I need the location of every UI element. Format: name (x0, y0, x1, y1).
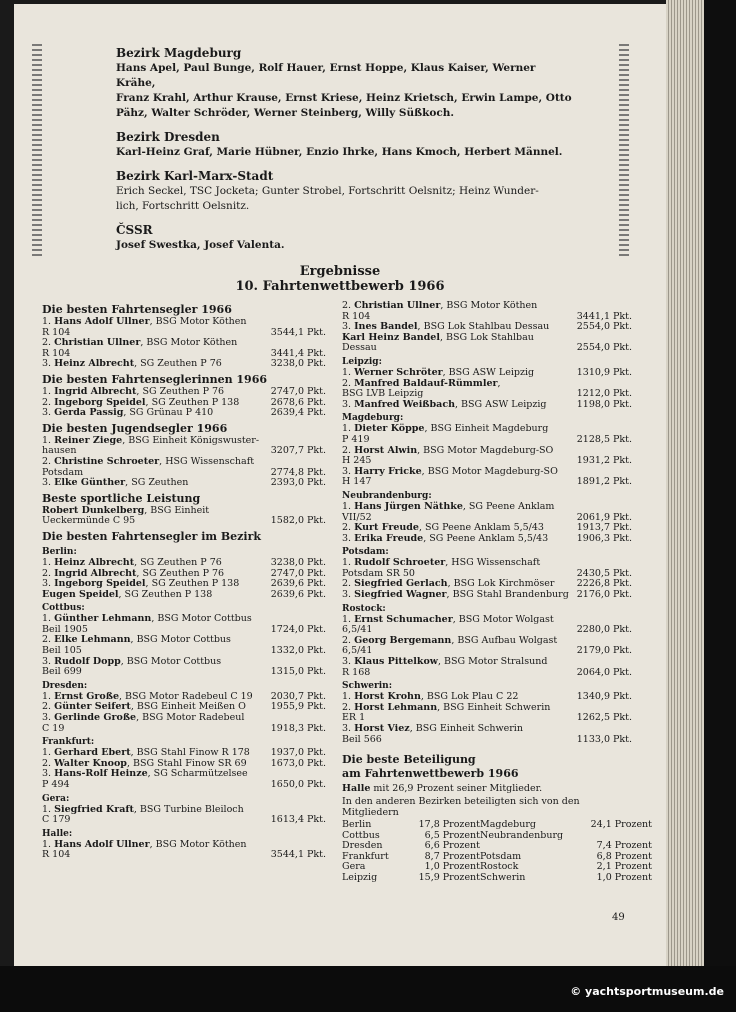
section-heading: Beste sportliche Leistung (42, 491, 201, 505)
result-entry: 1. Dieter Köppe, BSG Einheit Magdeburg P 419 (342, 423, 549, 445)
result-row (342, 636, 632, 657)
district-names (116, 145, 576, 160)
result-row (42, 635, 326, 656)
result-score: 2774,8 Pkt. (270, 466, 326, 478)
result-score: 2678,6 Pkt. (270, 396, 326, 408)
result-score: 2061,9 Pkt. (576, 511, 632, 523)
lead-district: Halle (342, 783, 371, 795)
result-row (342, 400, 632, 411)
result-row (42, 713, 326, 734)
result-entry: 2. Horst Alwin, BSG Motor Magdeburg-SO H 245 (342, 444, 554, 467)
result-entry: 3. Ingeborg Speidel, SG Zeuthen P 138 (42, 578, 240, 590)
result-entry: 3. Ines Bandel, BSG Lok Stahlbau Dessau (342, 321, 550, 333)
result-row (342, 703, 632, 724)
participation-cell: 6,6 Prozent (424, 840, 480, 852)
district-subheading: Gera: (42, 793, 70, 804)
district-names (116, 61, 576, 121)
result-row (42, 478, 326, 489)
participation-cell: Schwerin (480, 871, 526, 883)
district-subheading: Neubrandenburg: (342, 490, 432, 501)
result-score: 2280,0 Pkt. (576, 624, 632, 636)
participation-cell: 24,1 Prozent (590, 819, 652, 831)
result-entry: 2. Christian Ullner, BSG Motor Köthen R 104 (342, 300, 538, 322)
participation-cell: Magdeburg (480, 819, 536, 831)
scan-border-right (704, 0, 736, 1012)
result-entry: 3. Gerda Passig, SG Grünau P 410 (42, 407, 214, 419)
result-score: 3238,0 Pkt. (270, 358, 326, 370)
result-score: 1315,0 Pkt. (270, 666, 326, 678)
left-results-column (42, 300, 326, 861)
district-subheading: Rostock: (342, 603, 386, 614)
section-heading: Die besten Fahrtensegler im Bezirk (42, 529, 262, 543)
participation-cell: 1,0 Prozent (596, 871, 652, 883)
result-entry: 3. Rudolf Dopp, BSG Motor Cottbus Beil 699 (42, 655, 222, 678)
result-entry: 2. Kurt Freude, SG Peene Anklam 5,5/43 (342, 522, 544, 534)
result-score: 2128,5 Pkt. (576, 433, 632, 445)
participation-cell: 2,1 Prozent (596, 861, 652, 873)
result-entry: 1. Siegfried Kraft, BSG Turbine Bleiloch C 179 (42, 803, 244, 826)
result-score: 1212,0 Pkt. (576, 388, 632, 400)
result-entry: 3. Klaus Pittelkow, BSG Motor Stralsund R 168 (342, 656, 548, 678)
result-row (342, 534, 632, 545)
result-entry: 2. Ingeborg Speidel, SG Zeuthen P 138 (42, 396, 240, 408)
result-entry: Eugen Speidel, SG Zeuthen P 138 (42, 588, 213, 600)
section-heading: Die besten Fahrtenseglerinnen 1966 (42, 372, 268, 386)
result-score: 1613,4 Pkt. (270, 814, 326, 826)
result-score: 1673,0 Pkt. (270, 757, 326, 769)
result-entry: 1. Reiner Ziege, BSG Einheit Königswuster- hausen (42, 434, 260, 457)
result-entry: 1. Ernst Schumacher, BSG Motor Wolgast 6,5/41 (342, 613, 554, 636)
result-entry: 3. Hans-Rolf Heinze, SG Scharmützelsee P 494 (42, 768, 248, 790)
names-line: Franz Krahl, Arthur Krause, Ernst Kriese, Heinz Krietsch, Erwin Lampe, Otto (116, 92, 572, 104)
district-heading: Bezirk Karl-Marx-Stadt (116, 169, 274, 183)
result-entry: 2. Christian Ullner, BSG Motor Köthen R 104 (42, 337, 238, 359)
district-subheading: Leipzig: (342, 356, 382, 367)
watermark-text: © yachtsportmuseum.de (570, 985, 724, 998)
district-block (116, 130, 576, 160)
result-row (342, 333, 632, 354)
result-entry: 3. Elke Günther, SG Zeuthen (42, 477, 189, 489)
result-score: 2176,0 Pkt. (576, 589, 632, 601)
result-score: 1955,9 Pkt. (270, 701, 326, 713)
participation-cell: Cottbus (342, 829, 380, 841)
result-score: 2554,0 Pkt. (576, 321, 632, 333)
district-names (116, 184, 576, 214)
result-score: 1133,0 Pkt. (576, 733, 632, 745)
section-heading: Die besten Fahrtensegler 1966 (42, 303, 232, 316)
result-score: 2639,6 Pkt. (270, 578, 326, 590)
result-score: 3441,4 Pkt. (270, 347, 326, 359)
result-entry: 1. Rudolf Schroeter, HSG Wissenschaft Potsdam SR 50 (342, 557, 541, 579)
result-row (342, 379, 632, 400)
result-score: 2179,0 Pkt. (576, 645, 632, 657)
participation-cell: 6,5 Prozent (424, 829, 480, 841)
result-entry: 1. Horst Krohn, BSG Lok Plau C 22 (342, 691, 519, 703)
participation-heading: am Fahrtenwettbewerb 1966 (342, 767, 519, 781)
result-score: 1650,0 Pkt. (270, 779, 326, 790)
result-entry: 1. Ingrid Albrecht, SG Zeuthen P 76 (42, 385, 225, 397)
result-entry: 1. Heinz Albrecht, SG Zeuthen P 76 (42, 556, 222, 568)
result-entry: 1. Hans Adolf Ullner, BSG Motor Köthen R 104 (42, 838, 247, 861)
result-entry: 2. Ingrid Albrecht, SG Zeuthen P 76 (42, 567, 225, 579)
district-subheading: Cottbus: (42, 603, 85, 614)
result-entry: 2. Siegfried Gerlach, BSG Lok Kirchmöser (342, 578, 555, 590)
district-subheading: Schwerin: (342, 681, 393, 692)
result-entry: 1. Hans Jürgen Näthke, SG Peene Anklam VII/52 (342, 500, 555, 523)
result-row (42, 506, 326, 527)
result-score: 1918,3 Pkt. (270, 722, 326, 734)
names-line: Karl-Heinz Graf, Marie Hübner, Enzio Ihrke, Hans Kmoch, Herbert Männel. (116, 146, 563, 158)
result-score: 1310,9 Pkt. (576, 366, 632, 378)
participation-cell: Potsdam (480, 850, 522, 862)
result-score: 3207,7 Pkt. (270, 445, 326, 457)
result-row (42, 657, 326, 678)
participation-paragraph: In den anderen Bezirken beteiligten sich von den Mitgliedern (342, 796, 580, 819)
participation-cell: Dresden (342, 840, 383, 852)
result-row (42, 805, 326, 826)
result-score: 1340,9 Pkt. (576, 691, 632, 703)
result-score: 1906,3 Pkt. (576, 532, 632, 544)
result-score: 2030,7 Pkt. (270, 690, 326, 702)
result-score: 1332,0 Pkt. (270, 645, 326, 657)
participation-cell: 1,0 Prozent (424, 861, 480, 873)
result-entry: 2. Christine Schroeter, HSG Wissenschaft Potsdam (42, 455, 255, 478)
top-district-lists (116, 46, 576, 253)
result-entry: 3. Gerlinde Große, BSG Motor Radebeul C 19 (42, 712, 245, 734)
result-row (42, 338, 326, 359)
result-row (42, 614, 326, 635)
result-row (342, 446, 632, 467)
result-row (342, 615, 632, 636)
participation-cell: Leipzig (342, 871, 378, 883)
result-score: 2393,0 Pkt. (270, 477, 326, 489)
district-subheading: Dresden: (42, 680, 88, 691)
district-subheading: Potsdam: (342, 547, 389, 558)
participation-cell: Neubrandenburg (480, 829, 564, 841)
district-heading: Bezirk Dresden (116, 130, 220, 144)
result-score: 3441,1 Pkt. (576, 310, 632, 322)
participation-cell: Berlin (342, 819, 372, 831)
result-score: 2226,8 Pkt. (576, 578, 632, 590)
participation-cell: Frankfurt (342, 850, 389, 862)
result-row (342, 590, 632, 601)
result-row (342, 502, 632, 523)
left-ornament-border (32, 44, 42, 259)
result-score: 2554,0 Pkt. (576, 342, 632, 354)
title-line-1: Ergebnisse (299, 264, 381, 279)
result-entry: 2. Horst Lehmann, BSG Einheit Schwerin ER 1 (342, 701, 551, 724)
result-score: 1931,2 Pkt. (576, 455, 632, 467)
result-score: 3544,1 Pkt. (270, 326, 326, 338)
district-block (116, 223, 576, 253)
result-entry: 2. Günter Seifert, BSG Einheit Meißen O (42, 701, 246, 713)
result-score: 1891,2 Pkt. (576, 476, 632, 488)
result-entry: 1. Werner Schröter, BSG ASW Leipzig (342, 366, 535, 378)
result-score: 3238,0 Pkt. (270, 556, 326, 568)
result-row (342, 558, 632, 579)
result-entry: 1. Günther Lehmann, BSG Motor Cottbus Beil 1905 (42, 613, 252, 635)
result-entry: 1. Ernst Große, BSG Motor Radebeul C 19 (42, 690, 253, 702)
result-entry: 1. Gerhard Ebert, BSG Stahl Finow R 178 (42, 747, 250, 759)
result-row (42, 840, 326, 861)
participation-cell: 6,8 Prozent (596, 850, 652, 862)
result-score: 2064,0 Pkt. (576, 666, 632, 678)
result-entry: 3. Siegfried Wagner, BSG Stahl Brandenburg (342, 589, 569, 601)
district-block (116, 46, 576, 121)
participation-cell: Rostock (480, 861, 519, 873)
result-entry: 2. Walter Knoop, BSG Stahl Finow SR 69 (42, 757, 247, 769)
result-score: 1724,0 Pkt. (270, 623, 326, 635)
lead-text: mit 26,9 Prozent seiner Mitglieder. (370, 783, 543, 795)
result-entry: 2. Manfred Baldauf-Rümmler, BSG LVB Leipzig (342, 377, 501, 400)
participation-block (342, 753, 652, 883)
result-score: 2747,0 Pkt. (270, 567, 326, 579)
result-score: 1913,7 Pkt. (576, 522, 632, 534)
district-block (116, 169, 576, 214)
participation-table (342, 819, 652, 883)
names-line: lich, Fortschritt Oelsnitz. (116, 200, 250, 212)
page-edges (666, 0, 706, 972)
result-row (42, 408, 326, 419)
result-entry: Karl Heinz Bandel, BSG Lok Stahlbau Dessau (342, 331, 534, 354)
result-row (42, 769, 326, 790)
district-heading: ČSSR (116, 223, 153, 237)
district-subheading: Halle: (42, 828, 73, 839)
result-score: 1582,0 Pkt. (270, 515, 326, 527)
result-score: 2639,4 Pkt. (270, 407, 326, 419)
result-entry: 3. Harry Fricke, BSG Motor Magdeburg-SO H 147 (342, 465, 558, 488)
result-score: 3544,1 Pkt. (270, 849, 326, 861)
result-entry: 2. Elke Lehmann, BSG Motor Cottbus Beil 105 (42, 634, 231, 657)
result-score: 2747,0 Pkt. (270, 385, 326, 397)
names-line: Josef Swestka, Josef Valenta. (116, 239, 285, 251)
names-line: Erich Seckel, TSC Jocketa; Gunter Strobel, Fortschritt Oelsnitz; Heinz Wunder- (116, 185, 539, 197)
results-title (210, 264, 470, 294)
participation-cell: 8,7 Prozent (424, 850, 480, 862)
district-subheading: Frankfurt: (42, 737, 95, 748)
result-row (42, 359, 326, 370)
section-heading: Die besten Jugendsegler 1966 (42, 421, 228, 435)
result-row (342, 657, 632, 678)
result-score: 2430,5 Pkt. (576, 567, 632, 579)
right-ornament-border (619, 44, 629, 259)
result-entry: 2. Georg Bergemann, BSG Aufbau Wolgast 6,5/41 (342, 634, 558, 657)
result-score: 1198,0 Pkt. (576, 398, 632, 410)
page-number: 49 (612, 912, 625, 923)
district-heading: Bezirk Magdeburg (116, 46, 242, 60)
participation-cell: 15,9 Prozent (418, 871, 480, 883)
result-row (42, 590, 326, 601)
district-subheading: Magdeburg: (342, 413, 404, 424)
result-entry: Robert Dunkelberg, BSG Einheit Ueckermünde C 95 (42, 504, 210, 527)
result-row (342, 301, 632, 322)
result-entry: 3. Horst Viez, BSG Einheit Schwerin Beil 566 (342, 723, 523, 745)
result-entry: 3. Heinz Albrecht, SG Zeuthen P 76 (42, 358, 222, 370)
district-subheading: Berlin: (42, 546, 77, 557)
title-line-2: 10. Fahrtenwettbewerb 1966 (235, 279, 445, 294)
names-line: Hans Apel, Paul Bunge, Rolf Hauer, Ernst Hoppe, Klaus Kaiser, Werner Krähe, (116, 62, 536, 89)
result-score: 1937,0 Pkt. (270, 747, 326, 759)
result-row (42, 317, 326, 338)
participation-cell: Gera (342, 861, 366, 873)
participation-lead (342, 783, 632, 794)
right-results-column (342, 300, 652, 883)
participation-heading: Die beste Beteiligung (342, 753, 476, 767)
names-line: Pähz, Walter Schröder, Werner Steinberg, Willy Süßkoch. (116, 107, 455, 119)
result-row (342, 467, 632, 488)
result-score: 2639,6 Pkt. (270, 588, 326, 600)
participation-cell: 7,4 Prozent (596, 840, 652, 852)
result-entry: 3. Manfred Weißbach, BSG ASW Leipzig (342, 398, 547, 410)
result-entry: 1. Hans Adolf Ullner, BSG Motor Köthen R 104 (42, 316, 247, 338)
district-names (116, 238, 576, 253)
result-row (342, 424, 632, 445)
participation-cell: 17,8 Prozent (418, 819, 480, 831)
result-row (42, 457, 326, 478)
result-row (342, 724, 632, 745)
result-row (42, 436, 326, 457)
result-entry: 3. Erika Freude, SG Peene Anklam 5,5/43 (342, 532, 549, 544)
result-score: 1262,5 Pkt. (576, 712, 632, 724)
